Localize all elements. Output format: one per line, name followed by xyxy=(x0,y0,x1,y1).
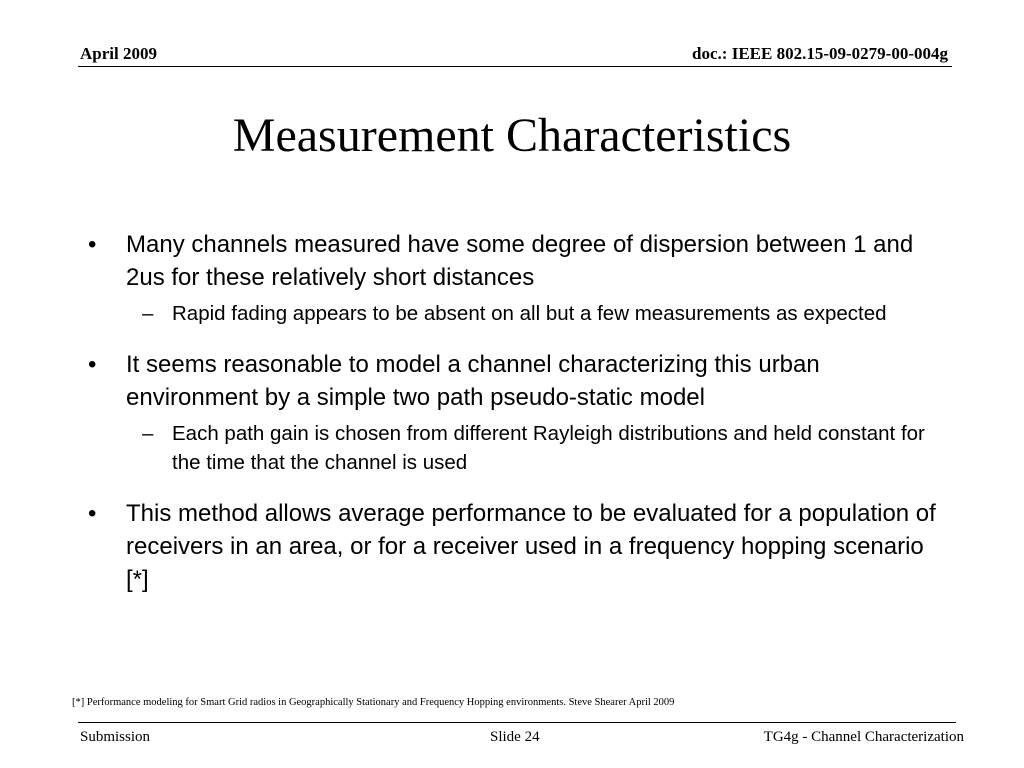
bullet-item xyxy=(88,348,938,414)
footnote: [*] Performance modeling for Smart Grid radios in Geographically Stationary and Frequency Hopping environments. Steve Shearer April 2009 xyxy=(72,697,675,708)
header-divider xyxy=(78,66,952,67)
bullet-mark: • xyxy=(88,351,97,378)
bullet-mark: • xyxy=(88,231,97,258)
sub-bullet-item xyxy=(88,419,938,477)
header-date: April 2009 xyxy=(80,44,157,63)
bullet-item xyxy=(88,497,938,596)
bullet-item xyxy=(88,228,938,294)
header-doc-id: doc.: IEEE 802.15-09-0279-00-004g xyxy=(692,44,948,63)
sub-bullet-mark: – xyxy=(142,422,154,445)
slide-content xyxy=(88,228,938,596)
bullet-text: This method allows average performance to be evaluated for a population of receivers in an area, or for a receiver used in a frequency hopping scenario [*] xyxy=(126,500,936,593)
footer-divider xyxy=(78,722,956,723)
bullet-text: It seems reasonable to model a channel characterizing this urban environment by a simple two path pseudo-static model xyxy=(126,351,820,411)
slide-title: Measurement Characteristics xyxy=(232,109,792,162)
bullet-text: Many channels measured have some degree of dispersion between 1 and 2us for these relatively short distances xyxy=(126,231,914,291)
footer-slide-number: Slide 24 xyxy=(490,729,540,745)
footer-submission: Submission xyxy=(80,729,151,745)
bullet-mark: • xyxy=(88,500,97,527)
footer-topic: TG4g - Channel Characterization xyxy=(763,729,964,745)
sub-bullet-text: Each path gain is chosen from different Rayleigh distributions and held constant for the time that the channel is used xyxy=(172,422,925,474)
sub-bullet-item xyxy=(88,299,938,328)
sub-bullet-text: Rapid fading appears to be absent on all but a few measurements as expected xyxy=(172,302,887,325)
sub-bullet-mark: – xyxy=(142,302,154,325)
